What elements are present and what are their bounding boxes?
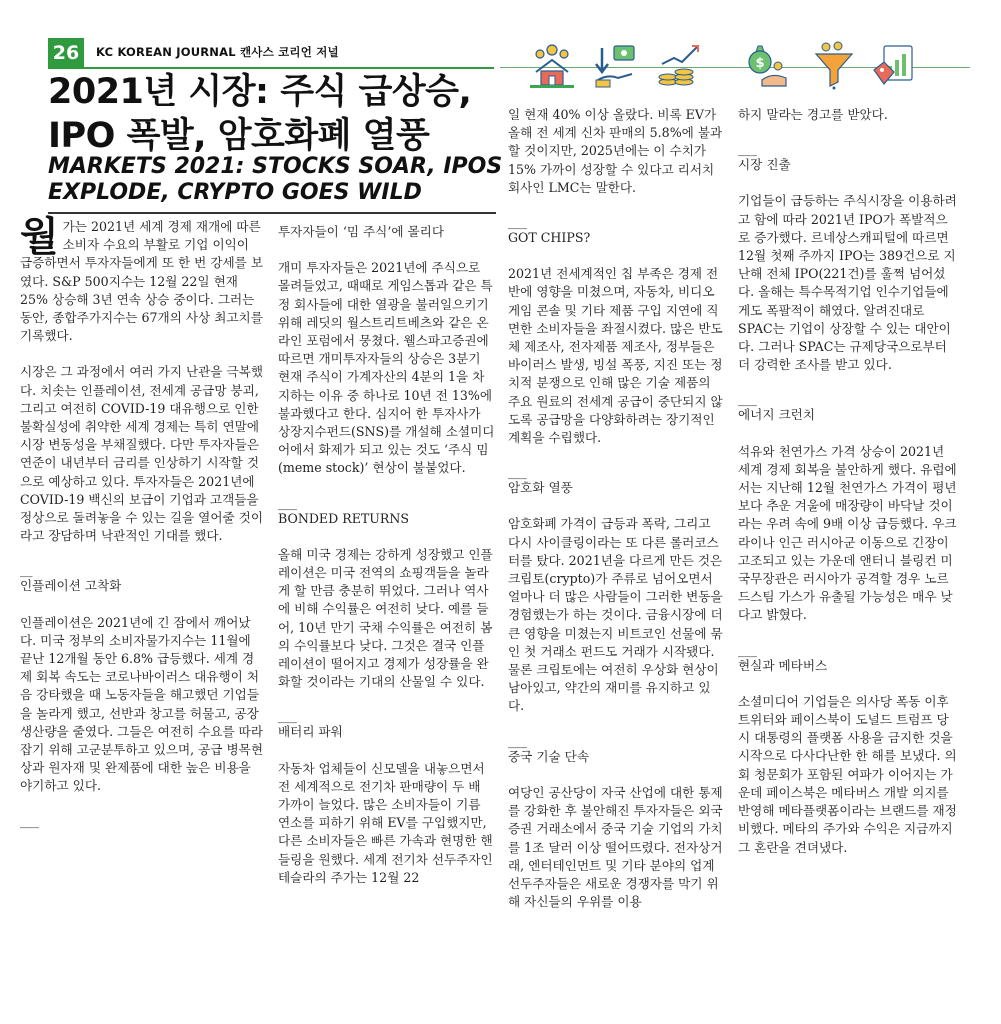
funnel-coins-icon (810, 40, 858, 90)
section-heading: GOT CHIPS? (508, 230, 591, 246)
price-tag-chart-icon (870, 40, 918, 90)
headline-english-line1: MARKETS 2021: STOCKS SOAR, IPOS (48, 154, 503, 179)
paragraph-spacer (508, 247, 726, 265)
paragraph-spacer (278, 478, 496, 496)
page-number: 26 (48, 38, 84, 68)
paragraph-spacer (738, 124, 958, 142)
paragraph-spacer (278, 528, 496, 546)
body-paragraph: 자동차 업체들이 신모델을 내놓으면서 전 세계적으로 전기차 판매량이 두 배 가까이 늘었다. 많은 소비자들이 기름 연소를 피하기 위해 EV를 구입했지만, 다른 소비자들은 빠른 가속과 현명한 핸들링을 원했다. 세계 전기차 선두주자인 테슬라의 주가는 12월 22 (278, 760, 493, 885)
body-paragraph: 시장은 그 과정에서 여러 가지 난관을 극복했다. 치솟는 인플레이션, 전세계 공급망 붕괴, 그리고 여전히 COVID-19 대유행으로 인한 불확실성에 취약한 세계 경제는 특히 연말에 시장 변동성을 부채질했다. 다만 투자자들은 연준이 내년부터 금리를 인상하기 시작할 것으로 예상하고 있다. 투자자들은 2021년에 COVID-19 백신의 보급이 기업과 고객들을 정상으로 돌려놓을 수 있는 길을 열어줄 것이라고 장담하며 낙관적인 기대를 했다. (20, 364, 263, 544)
paragraph-spacer (738, 174, 958, 192)
paragraph-spacer (738, 374, 958, 392)
section-heading: 중국 기술 단속 (508, 748, 589, 764)
section-separator: ___ (20, 812, 39, 828)
section-separator: ___ (278, 494, 297, 510)
section-separator: ___ (738, 141, 757, 157)
paragraph-spacer (508, 197, 726, 215)
body-paragraph: 하지 말라는 경고를 받았다. (738, 107, 888, 122)
body-paragraph: 암호화폐 가격이 급등과 폭락, 그리고 다시 사이클링이라는 또 다른 롤러코스터를 탔다. 2021년을 다르게 만든 것은 크립토(crypto)가 주류로 넘어오면서 얼마나 더 많은 사람들이 그러한 변동을 경험했는가 하는 것이다. 금융시장에 더 큰 영향을 미쳤는지 비트코인 선물에 묶인 첫 거래소 펀드도 거래가 시작됐다. 물론 크립토에는 여전히 우상화 현상이 남아있고, 약간의 재미를 유지하고 있다. (508, 516, 723, 714)
body-paragraph: 올해 미국 경제는 강하게 성장했고 인플레이션은 미국 전역의 쇼핑객들을 놀라게 할 만큼 충분히 뛰었다. 그러나 역사에 비해 수익률은 여전히 낮다. 예를 들어, 10년 만기 국채 수익률은 여전히 봄의 수익률보다 낮다. 그것은 결국 인플레이션이 떨어지고 경제가 성장률을 완화할 것이라는 기대의 산물일 수 있다. (278, 546, 493, 690)
section-heading: 투자자들이 ‘밈 주식’에 몰리다 (278, 224, 445, 239)
paragraph-spacer (738, 675, 958, 693)
article-column-4 (738, 106, 958, 857)
money-bag-hand-icon (742, 40, 790, 90)
body-paragraph (20, 214, 264, 345)
lead-paragraph-text: 가는 2021년 세계 경제 재개에 따른 소비자 수요의 부활로 기업 이익이 급증하면서 투자자들에게 또 한 번 강세를 보였다. S&P 500지수는 12월 22일 현재 25% 상승해 3년 연속 상승 중이다. 그러는 동안, 종합주가지수는 67개의 사상 최고치를 기록했다. (20, 219, 263, 344)
paragraph-spacer (278, 691, 496, 709)
headline-korean (48, 70, 508, 158)
paragraph-spacer (20, 796, 264, 814)
paragraph-spacer (508, 447, 726, 465)
body-paragraph: 인플레이션은 2021년에 긴 잠에서 깨어났다. 미국 정부의 소비자물가지수는 11월에 끝난 12개월 동안 6.8% 급등했다. 세계 경제 회복 속도는 코로나바이러스 대유행이 처음 강타했을 때 노동자들을 해고했던 기업들을 놀라게 했고, 선반과 창고를 허물고, 공장 생산량을 줄였다. 그들은 여전히 수요를 따라잡기 위해 고군분투하고 있으며, 공급 병목현상과 원자재 및 완제품에 대한 높은 비용을 야기하고 있다. (20, 614, 263, 794)
section-separator: ___ (508, 214, 527, 230)
body-paragraph: 소셜미디어 기업들은 의사당 폭동 이후 트위터와 페이스북이 도널드 트럼프 당시 대통령의 플랫폼 사용을 금지한 것을 시작으로 다사다난한 한 해를 보냈다. 의회 청문회가 포함된 여파가 이어지는 가운데 페이스북은 메타버스 개발 의지를 반영해 메타플랫폼이라는 브랜드를 재정비했다. 메타의 주가와 수익은 지금까지 그 혼란을 견뎌냈다. (738, 693, 957, 855)
body-paragraph: 2021년 전세계적인 칩 부족은 경제 전반에 영향을 미쳤으며, 자동차, 비디오 게임 콘솔 및 기타 제품 구입 지연에 직면한 소비자들을 좌절시켰다. 많은 반도체 제조사, 전자제품 제조사, 정부들은 바이러스 발생, 빙설 폭풍, 지진 또는 정치적 분쟁으로 인해 많은 기술 제품의 주요 원료의 전세계 공급이 중단되지 않도록 공급망을 다양화하려는 장기적인 계획을 수립했다. (508, 266, 723, 446)
paragraph-spacer (738, 625, 958, 643)
section-heading: BONDED RETURNS (278, 510, 410, 526)
paragraph-spacer (508, 497, 726, 515)
coin-growth-chart-icon (656, 40, 704, 90)
finance-icon-strip (520, 40, 960, 94)
section-heading: 시장 진출 (738, 157, 791, 173)
money-down-icon (592, 40, 640, 90)
section-heading: 배터리 파워 (278, 724, 343, 740)
paragraph-spacer (20, 545, 264, 563)
section-separator: ___ (738, 391, 757, 407)
header-rule (48, 67, 494, 69)
paragraph-spacer (278, 241, 496, 259)
body-paragraph: 개미 투자자들은 2021년에 주식으로 몰려들었고, 때때로 게임스톱과 같은 특정 회사들에 대한 열광을 불러일으키기 위해 레딧의 월스트리트베츠와 같은 온라인 포럼에서 뭉쳤다. 웰스파고증권에 따르면 개미투자자들의 상승은 3분기 현재 주식이 가계자산의 4분의 1을 차지하는 이유 중 하나로 10년 전 13%에 불과했다고 한다. 심지어 한 투자사가 상장지수펀드(SNS)를 개설해 소셜미디어에서 화제가 되고 있는 것도 ‘주식 밈(meme stock)’ 현상이 불붙었다. (278, 260, 495, 476)
headline-english-line2: EXPLODE, CRYPTO GOES WILD (48, 180, 422, 205)
body-paragraph: 기업들이 급등하는 주식시장을 이용하려고 함에 따라 2021년 IPO가 폭발적으로 증가했다. 르네상스캐피털에 따르면 12월 첫째 주까지 IPO는 389건으로 지난해 전체 IPO(221건)를 훌쩍 넘어섰다. 올해는 특수목적기업 인수기업들에게도 폭팔적이 해였다. 알려진대로 SPAC는 기업이 상장할 수 있는 대안이다. 그러나 SPAC는 규제당국으로부터 더 강력한 조사를 받고 있다. (738, 193, 957, 373)
paragraph-spacer (508, 766, 726, 784)
svg-text:$: $ (755, 56, 765, 71)
body-paragraph: 여당인 공산당이 자국 산업에 대한 통제를 강화한 후 불안해진 투자자들은 외국 증권 거래소에서 중국 기술 기업의 가치를 1조 달러 이상 떨어뜨렸다. 전자상거래, 엔터테인먼트 및 기타 분야의 업계 선두주자들은 새로운 경쟁자를 막기 위해 자신들의 우위를 이용 (508, 784, 723, 910)
article-column-2 (278, 223, 496, 887)
paragraph-spacer (738, 425, 958, 443)
headline-rule (48, 212, 496, 214)
article-column-1 (20, 214, 264, 828)
body-paragraph: 석유와 천연가스 가격 상승이 2021년 세계 경제 회복을 불안하게 했다. 유럽에서는 지난해 12월 천연가스 가격이 평년보다 추운 겨울에 매장량이 바닥날 것이라는 우려 속에 9배 이상 급등했다. 우크라이나 인근 러시아군 이동으로 긴장이 고조되고 있는 가운데 앤터니 블링컨 미 국무장관은 러시아가 공격할 경우 노르드스팀 가스가 유출될 가능성은 매우 낮다고 밝혔다. (738, 443, 957, 623)
section-heading: 인플레이션 고착화 (20, 578, 122, 594)
section-separator: __ (20, 562, 33, 578)
headline-korean-line1: 2021년 시장: 주식 급상승, (48, 72, 472, 112)
section-separator: ___ (738, 641, 757, 657)
house-money-icon (528, 40, 576, 90)
section-heading: 현실과 메타버스 (738, 657, 828, 673)
section-heading: 암호화 열풍 (508, 480, 573, 496)
section-heading: 에너지 크런치 (738, 407, 815, 423)
article-column-3 (508, 106, 726, 911)
paragraph-spacer (278, 742, 496, 760)
drop-cap: 월 (20, 214, 59, 260)
section-separator: ___ (508, 732, 527, 748)
section-separator: ___ (508, 464, 527, 480)
paragraph-spacer (20, 345, 264, 363)
body-paragraph: 일 현재 40% 이상 올랐다. 비록 EV가 올해 전 세계 신차 판매의 5.8%에 불과할 것이지만, 2025년에는 이 수치가 15% 가까이 성장할 수 있다고 리서치 회사인 LMC는 말한다. (508, 107, 723, 195)
paragraph-spacer (20, 596, 264, 614)
headline-english (48, 154, 508, 206)
headline-korean-line2: IPO 폭발, 암호화폐 열풍 (48, 116, 430, 156)
paragraph-spacer (508, 716, 726, 734)
section-separator: ___ (278, 708, 297, 724)
masthead: KC KOREAN JOURNAL 캔사스 코리언 저널 (96, 45, 339, 59)
